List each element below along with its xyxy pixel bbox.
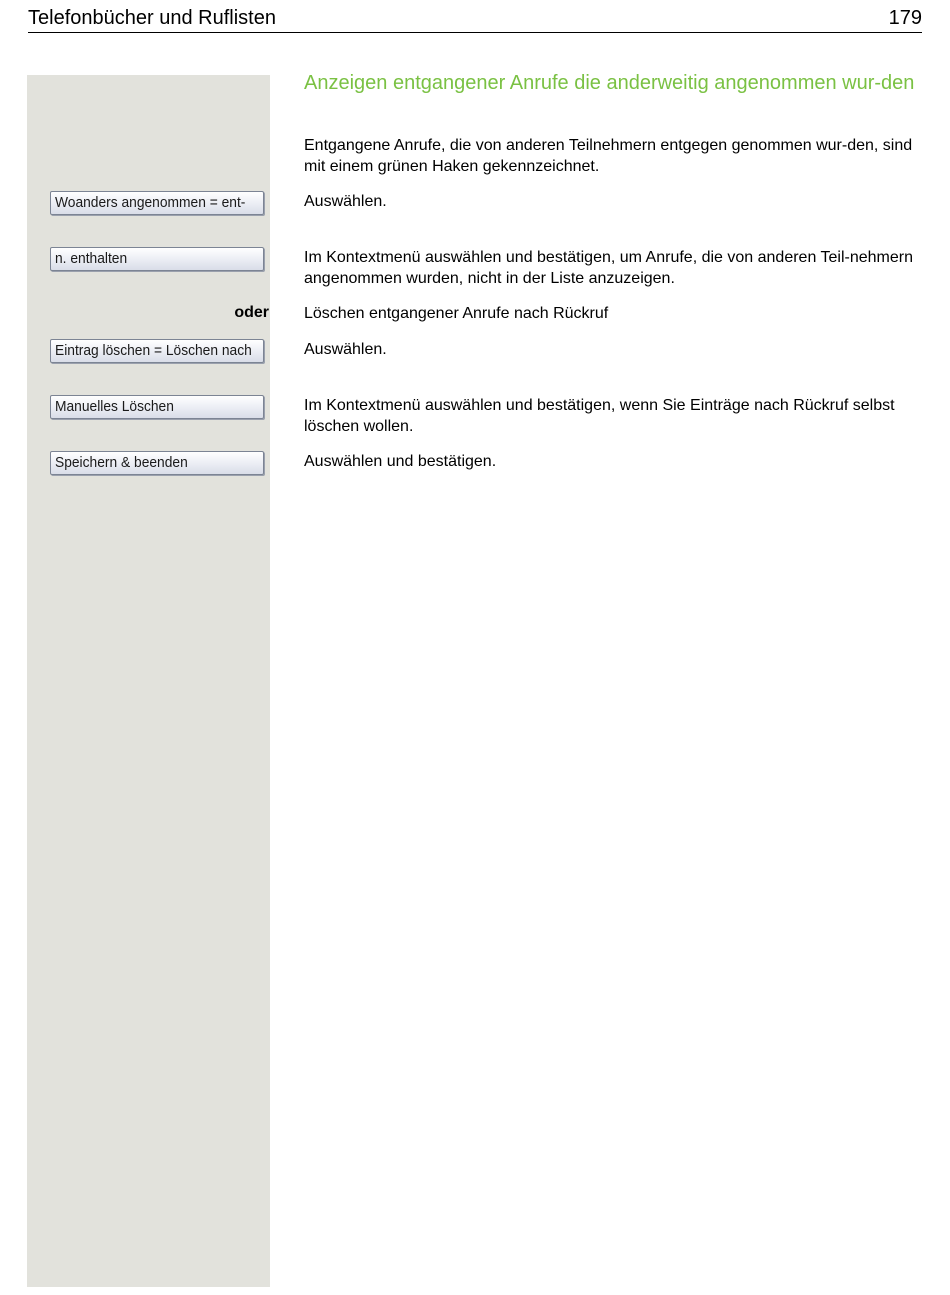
oder-label: oder <box>234 304 269 321</box>
section-intro: Entgangene Anrufe, die von anderen Teilnehmern entgegen genommen wur-den, sind mit einem grünen Haken gekennzeichnet. <box>304 137 913 175</box>
eintrag-loeschen-key-label: Eintrag löschen = Löschen nach <box>55 342 252 359</box>
woanders-angenommen-key[interactable] <box>50 191 264 215</box>
woanders-angenommen-key-label: Woanders angenommen = ent- <box>55 194 246 211</box>
header-divider <box>28 32 922 33</box>
step-context-1: Im Kontextmenü auswählen und bestätigen, um Anrufe, die von anderen Teil-nehmern angenommen wurden, nicht in der Liste anzuzeigen. <box>304 249 913 287</box>
eintrag-loeschen-key[interactable] <box>50 339 264 363</box>
step-select-2: Auswählen. <box>304 341 387 358</box>
manuelles-loeschen-key-label: Manuelles Löschen <box>55 398 174 415</box>
nicht-enthalten-key-label: n. enthalten <box>55 250 128 267</box>
nicht-enthalten-key[interactable] <box>50 247 264 271</box>
step-context-2: Im Kontextmenü auswählen und bestätigen, wenn Sie Einträge nach Rückruf selbst löschen wollen. <box>304 397 895 435</box>
page-number: 179 <box>888 7 922 29</box>
speichern-beenden-key-label: Speichern & beenden <box>55 454 188 471</box>
step-select-1: Auswählen. <box>304 193 387 210</box>
sub-heading: Löschen entgangener Anrufe nach Rückruf <box>304 305 609 322</box>
speichern-beenden-key[interactable] <box>50 451 264 475</box>
step-save: Auswählen und bestätigen. <box>304 453 497 470</box>
chapter-title: Telefonbücher und Ruflisten <box>28 7 276 29</box>
manuelles-loeschen-key[interactable] <box>50 395 264 419</box>
section-title: Anzeigen entgangener Anrufe die anderweitig angenommen wur-den <box>304 72 915 94</box>
